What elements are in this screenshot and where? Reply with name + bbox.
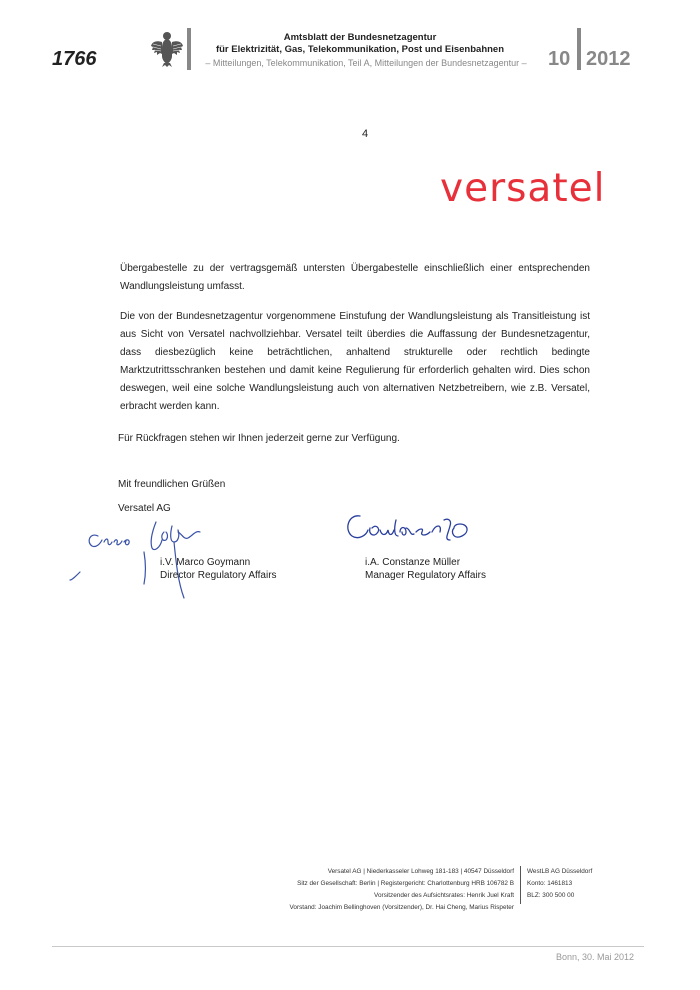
signatory-left-name: i.V. Marco Goymann <box>160 557 251 568</box>
signature-mueller <box>340 506 500 556</box>
footer-registry: Sitz der Gesellschaft: Berlin | Registergericht: Charlottenburg HRB 106782 B <box>297 880 514 887</box>
page-number: 1766 <box>52 48 97 70</box>
signatory-left-role: Director Regulatory Affairs <box>160 570 277 581</box>
signatory-left <box>160 556 277 582</box>
logo-text: versatel <box>440 168 606 208</box>
journal-subtitle: – Mitteilungen, Telekommunikation, Teil A, Mitteilungen der Bundesnetzagentur – <box>205 58 527 68</box>
paragraph-1: Übergabestelle zu der vertragsgemäß untersten Übergabestelle einschließlich einer entsprechenden Wandlungsleistung umfasst. <box>120 263 590 292</box>
paragraph-2: Die von der Bundesnetzagentur vorgenommene Einstufung der Wandlungsleistung als Transitleistung ist aus Sicht von Versatel nachvollziehbar. Versatel teilt überdies die Auffassung der Bundesnetzagentur, dass diesbezüglich keine beträchtlichen, anhaltend strukturelle oder rechtlich bedingte Marktzutrittsschranken bestehen und damit keine Regulierung für erforderlich gehalten wird. Dies schon deswegen, weil eine solche Wandlungsleistung auch von alternativen Netzbetreibern, wie z.B. Versatel, erbracht werden kann. <box>120 311 590 412</box>
footer-supervisory-board: Vorsitzender des Aufsichtsrates: Henrik Juel Kraft <box>374 892 514 899</box>
footer-address: Versatel AG | Niederkasseler Lohweg 181-183 | 40547 Düsseldorf <box>327 868 514 875</box>
issue-year: 2012 <box>586 48 631 70</box>
issue-divider <box>577 28 581 70</box>
journal-title <box>200 32 520 56</box>
journal-title-line-1: Amtsblatt der Bundesnetzagentur <box>283 32 437 43</box>
signatory-right <box>365 556 486 582</box>
footer-account: Konto: 1461813 <box>527 880 573 887</box>
journal-title-line-2: für Elektrizität, Gas, Telekommunikation, Post und Eisenbahnen <box>215 44 505 55</box>
footer-bank-name: WestLB AG Düsseldorf <box>527 868 593 875</box>
issue-number: 10 <box>548 48 571 70</box>
letter-page-number: 4 <box>361 128 369 140</box>
letterhead-footer-company <box>240 866 514 914</box>
letterhead-footer-bank <box>527 866 592 902</box>
federal-eagle-icon <box>150 30 184 68</box>
paragraph-3: Für Rückfragen stehen wir Ihnen jederzeit gerne zur Verfügung. <box>118 433 400 444</box>
versatel-logo <box>440 168 620 208</box>
signatory-right-role: Manager Regulatory Affairs <box>365 570 486 581</box>
footer-divider <box>520 866 521 904</box>
footer-management-board: Vorstand: Joachim Bellinghoven (Vorsitzender), Dr. Hai Cheng, Marius Rispeter <box>289 904 514 911</box>
footer-rule <box>52 946 644 947</box>
closing-salutation: Mit freundlichen Grüßen <box>118 479 226 490</box>
publication-date: Bonn, 30. Mai 2012 <box>555 952 634 962</box>
footer-blz: BLZ: 300 500 00 <box>527 892 575 899</box>
header-divider <box>187 28 191 70</box>
signatory-right-name: i.A. Constanze Müller <box>365 557 461 568</box>
company-name: Versatel AG <box>118 503 171 514</box>
